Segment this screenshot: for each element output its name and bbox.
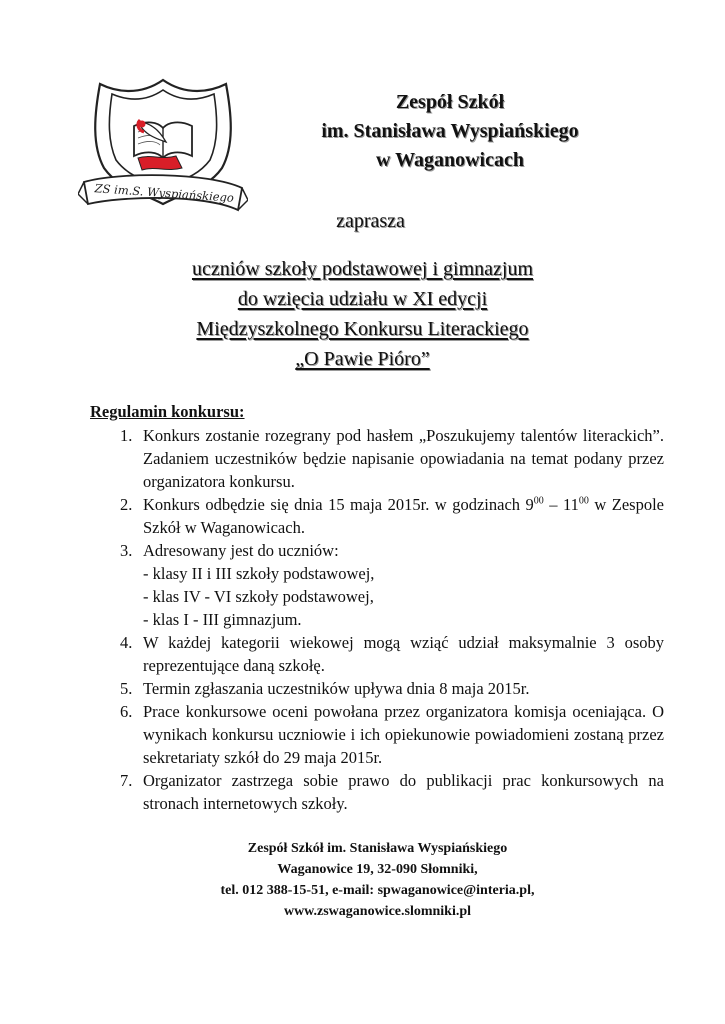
- rule-subitem: - klas I - III gimnazjum.: [143, 610, 302, 629]
- rule-subitem: - klas IV - VI szkoły podstawowej,: [143, 587, 374, 606]
- rules-list: [118, 424, 664, 815]
- rule-subitem: - klasy II i III szkoły podstawowej,: [143, 564, 375, 583]
- rule-item: [118, 769, 664, 815]
- rule-item: [118, 700, 664, 769]
- rule-item: [118, 493, 664, 539]
- rule-item: [118, 677, 664, 700]
- contact-footer: [0, 838, 725, 922]
- rule-text: Prace konkursowe oceni powołana przez organizatora komisja oceniająca. O wynikach konkursu uczniowie i ich opiekunowie powiadomieni zostaną przez sekretariaty szkół do 29 maja 2015r.: [143, 702, 664, 767]
- rule-text: Organizator zastrzega sobie prawo do publikacji prac konkursowych na stronach internetowych szkoły.: [143, 771, 664, 813]
- rule-number: 3.: [120, 541, 133, 560]
- rule-text-dash: – 11: [543, 495, 579, 514]
- rule-number: 2.: [120, 495, 133, 514]
- title-line-4: „O Pawie Pióro”: [295, 348, 430, 370]
- red-flag: [138, 156, 182, 170]
- time-start-minutes: 00: [533, 495, 544, 507]
- rule-number: 5.: [120, 679, 133, 698]
- title-line-2: do wzięcia udziału w XI edycji: [237, 288, 488, 310]
- contest-title: [0, 254, 725, 374]
- header-line-3: w Waganowicach: [376, 149, 524, 171]
- footer-contact: tel. 012 388-15-51, e-mail: spwaganowice@interia.pl,: [220, 883, 535, 898]
- rule-number: 7.: [120, 771, 133, 790]
- school-crest-logo: [78, 76, 248, 214]
- rule-number: 6.: [120, 702, 133, 721]
- rule-item: [118, 424, 664, 493]
- school-name-header: [300, 88, 600, 175]
- header-line-1: Zespół Szkół: [395, 91, 505, 113]
- invite-text: zaprasza: [336, 210, 405, 232]
- footer-school-name: Zespół Szkół im. Stanisława Wyspiańskiego: [247, 841, 508, 856]
- rule-text: W każdej kategorii wiekowej mogą wziąć udział maksymalnie 3 osoby reprezentujące daną szkołę.: [143, 633, 664, 675]
- header-line-2: im. Stanisława Wyspiańskiego: [321, 120, 579, 142]
- title-line-3: Międzyszkolnego Konkursu Literackiego: [196, 318, 529, 340]
- footer-website: www.zswaganowice.slomniki.pl: [283, 904, 472, 919]
- rule-text: Konkurs odbędzie się dnia 15 maja 2015r. w godzinach 9: [143, 495, 534, 514]
- rule-item: [118, 539, 664, 631]
- ribbon-text: ZS im.S. Wyspiańskiego: [94, 181, 235, 205]
- time-end-minutes: 00: [578, 495, 589, 507]
- rule-number: 1.: [120, 426, 133, 445]
- rule-text-place: w Zespole Szkół w Waganowicach.: [143, 495, 664, 537]
- rules-heading: Regulamin konkursu:: [90, 402, 245, 421]
- rule-text: Adresowany jest do uczniów:: [143, 541, 339, 560]
- title-line-1: uczniów szkoły podstawowej i gimnazjum: [191, 258, 534, 280]
- rule-item: [118, 631, 664, 677]
- invite-line: [0, 210, 725, 233]
- rule-number: 4.: [120, 633, 133, 652]
- rule-text: Termin zgłaszania uczestników upływa dnia 8 maja 2015r.: [143, 679, 530, 698]
- footer-address: Waganowice 19, 32-090 Słomniki,: [277, 862, 478, 877]
- rule-text: Konkurs zostanie rozegrany pod hasłem „Poszukujemy talentów literackich”. Zadaniem uczestników będzie napisanie opowiadania na temat podany przez organizatora konkursu.: [143, 426, 664, 491]
